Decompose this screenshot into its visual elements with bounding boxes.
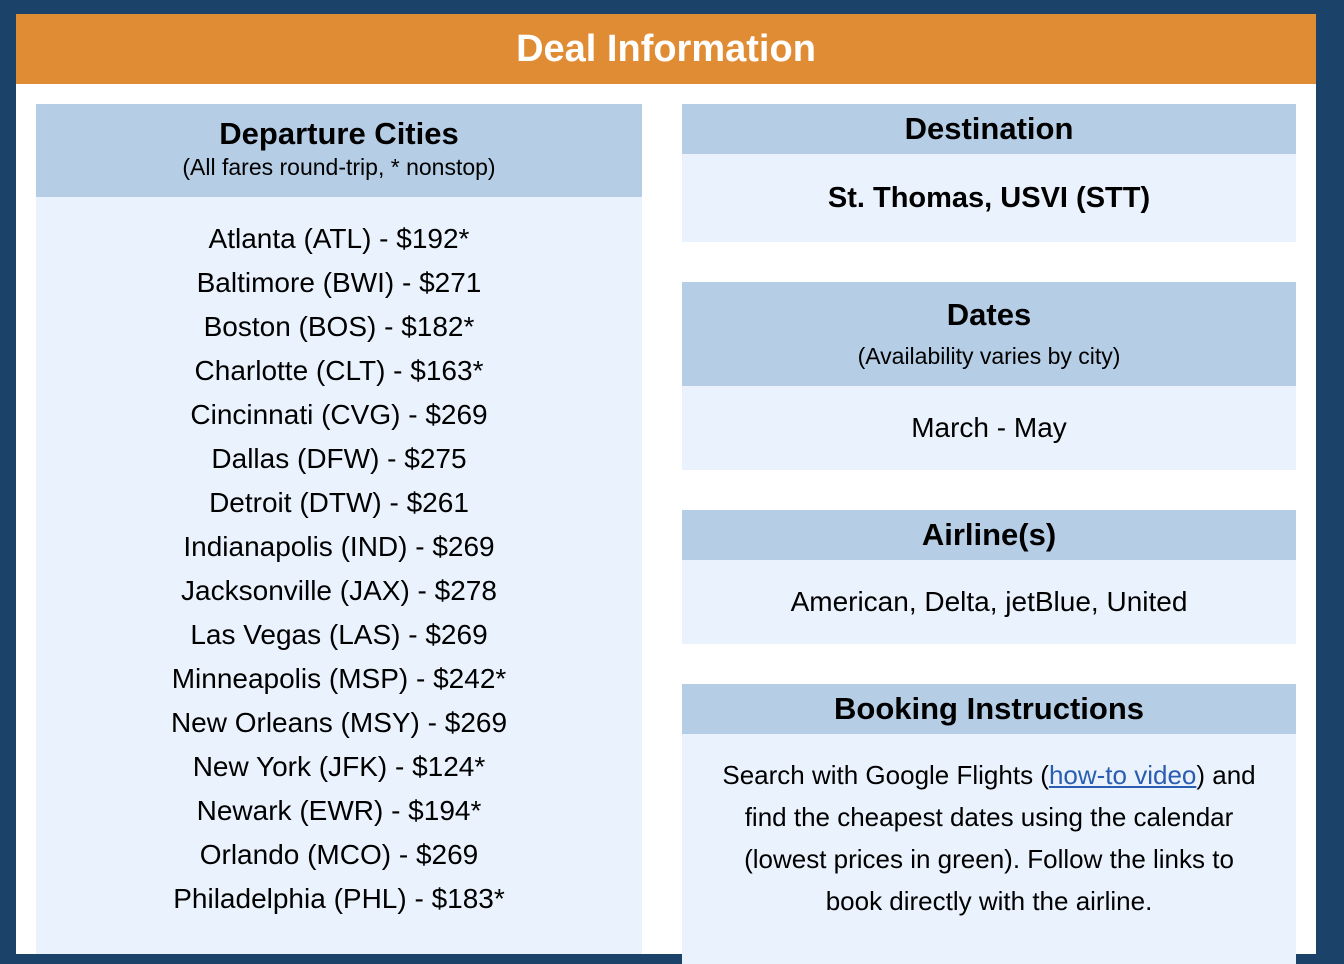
city-item: Dallas (DFW) - $275 — [211, 443, 467, 474]
dates-header — [682, 282, 1296, 386]
dates-section — [682, 282, 1296, 470]
booking-text-after: ) and find the cheapest dates using the calendar (lowest prices in green). Follow the links to book directly with the airline. — [744, 760, 1256, 916]
booking-text-before: Search with Google Flights ( — [722, 760, 1049, 790]
booking-header — [682, 684, 1296, 734]
airlines-section — [682, 510, 1296, 644]
city-item: New York (JFK) - $124* — [192, 751, 486, 782]
dates-subtitle: (Availability varies by city) — [857, 343, 1121, 369]
destination-section — [682, 104, 1296, 242]
banner-title: Deal Information — [516, 28, 816, 70]
city-item: Charlotte (CLT) - $163* — [194, 355, 484, 386]
deal-banner — [16, 14, 1316, 84]
booking-instructions — [719, 754, 1259, 922]
city-item: Cincinnati (CVG) - $269 — [190, 399, 488, 430]
departure-cities-title: Departure Cities — [219, 116, 459, 151]
city-item: Las Vegas (LAS) - $269 — [190, 619, 488, 650]
departure-cities-subtitle: (All fares round-trip, * nonstop) — [182, 154, 496, 180]
dates-value: March - May — [911, 412, 1067, 443]
city-item: Minneapolis (MSP) - $242* — [171, 663, 507, 694]
deal-card — [16, 14, 1316, 954]
dates-title: Dates — [946, 297, 1032, 332]
departure-city-list — [36, 197, 642, 921]
airlines-title: Airline(s) — [921, 517, 1057, 552]
airlines-header — [682, 510, 1296, 560]
city-item: Philadelphia (PHL) - $183* — [173, 883, 505, 914]
city-item: Jacksonville (JAX) - $278 — [181, 575, 497, 606]
city-item: Boston (BOS) - $182* — [203, 311, 475, 342]
destination-header — [682, 104, 1296, 154]
city-item: Baltimore (BWI) - $271 — [196, 267, 482, 298]
how-to-video-link[interactable]: how-to video — [1048, 760, 1197, 790]
departure-cities-header — [36, 104, 642, 197]
city-item: New Orleans (MSY) - $269 — [170, 707, 508, 738]
destination-title: Destination — [904, 111, 1074, 146]
airlines-value: American, Delta, jetBlue, United — [790, 586, 1188, 617]
city-item: Detroit (DTW) - $261 — [209, 487, 469, 518]
booking-section — [682, 684, 1296, 964]
city-item: Newark (EWR) - $194* — [196, 795, 482, 826]
city-item: Atlanta (ATL) - $192* — [208, 223, 470, 254]
destination-value: St. Thomas, USVI (STT) — [827, 181, 1151, 214]
city-item: Indianapolis (IND) - $269 — [183, 531, 495, 562]
departure-cities-section — [36, 104, 642, 954]
booking-title: Booking Instructions — [834, 691, 1144, 726]
city-item: Orlando (MCO) - $269 — [199, 839, 479, 870]
booking-body — [682, 734, 1296, 922]
